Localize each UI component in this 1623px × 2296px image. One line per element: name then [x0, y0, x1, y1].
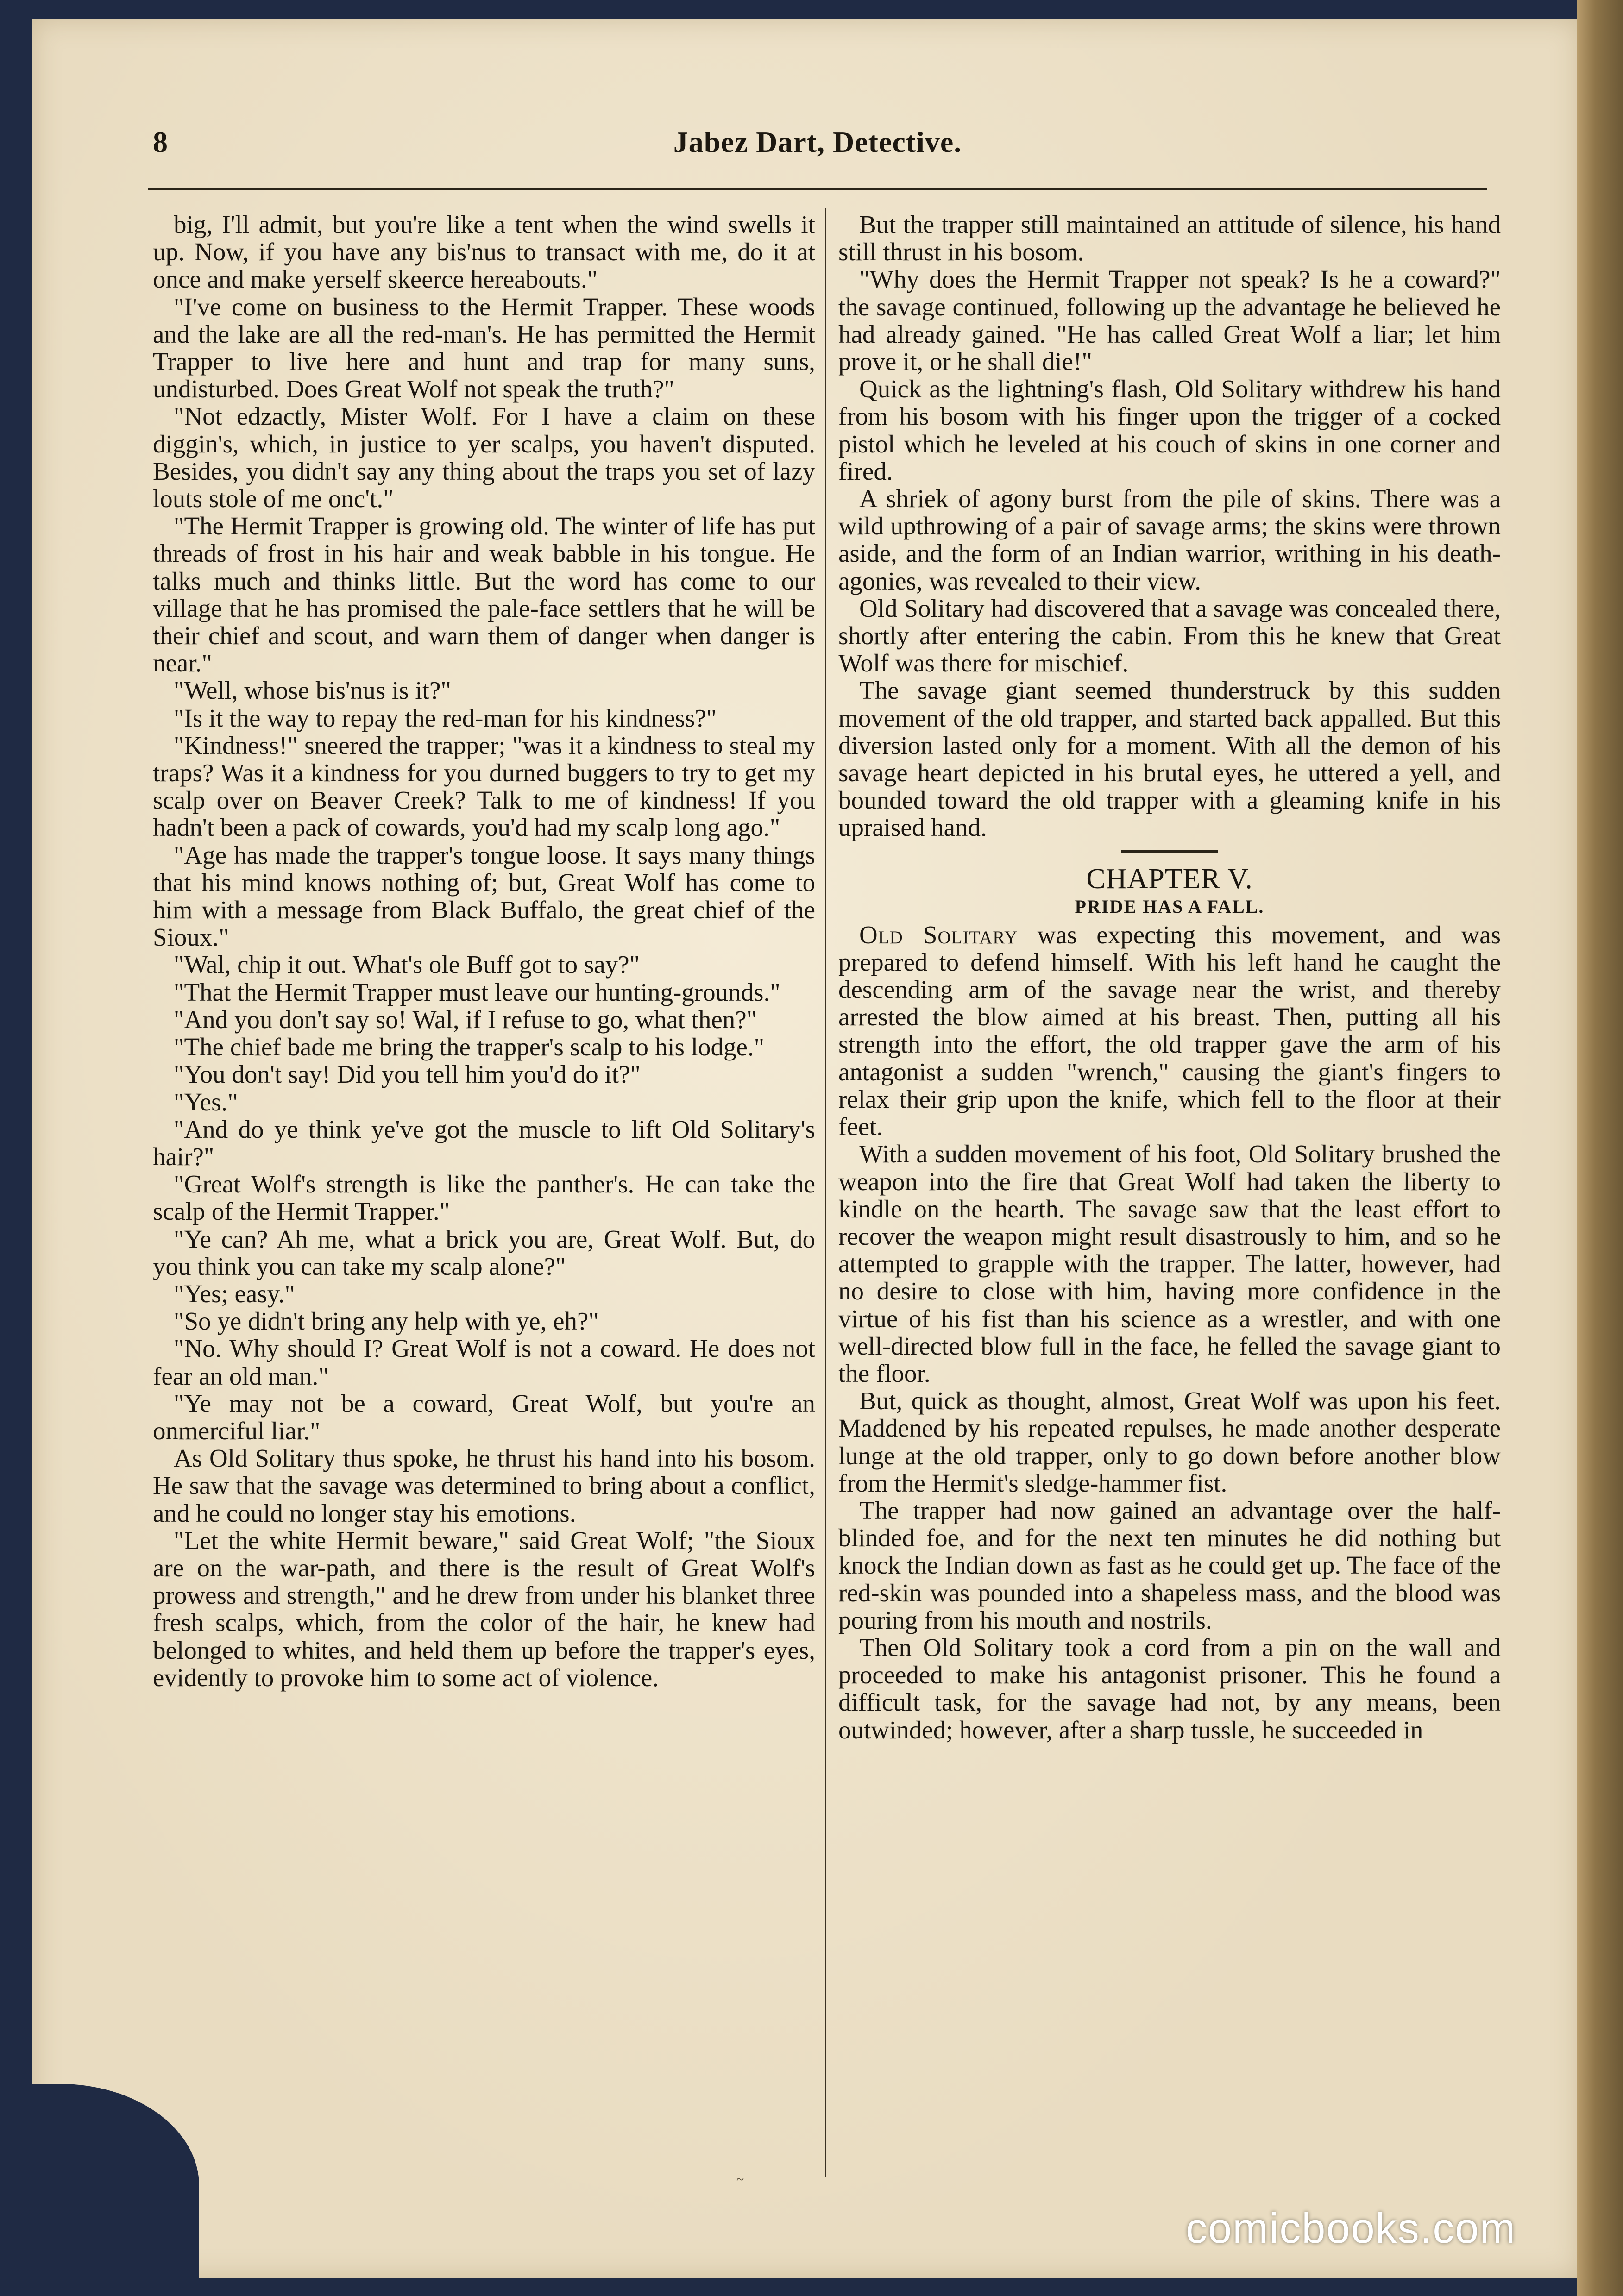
column-divider	[825, 208, 826, 2177]
paragraph: A shriek of agony burst from the pile of skins. There was a wild upthrowing of a pair of savage arms; the skins were thrown aside, and the form of an Indian warrior, writhing in his death-agonies, was revealed to their view.	[838, 484, 1501, 595]
paragraph: Then Old Solitary took a cord from a pin on the wall and proceeded to make his antagonist prisoner. This he found a difficult task, for the savage had not, by any means, been outwinded; however, after a sharp tussle, he succeeded in	[838, 1633, 1501, 1744]
paragraph: As Old Solitary thus spoke, he thrust his hand into his bosom. He saw that the savage was determined to bring about a conflict, and he could no longer stay his emotions.	[153, 1444, 815, 1527]
paragraph: "No. Why should I? Great Wolf is not a coward. He does not fear an old man."	[153, 1334, 815, 1390]
paragraph: big, I'll admit, but you're like a tent when the wind swells it up. Now, if you have any bis'nus to transact with me, do it at once and make yerself skeerce hereabouts."	[153, 210, 815, 294]
paragraph: "The chief bade me bring the trapper's scalp to his lodge."	[174, 1033, 765, 1061]
paragraph: "Ye can? Ah me, what a brick you are, Great Wolf. But, do you think you can take my scalp alone?"	[153, 1224, 815, 1280]
paragraph: "Age has made the trapper's tongue loose. It says many things that his mind knows nothing of; but, Great Wolf has come to him with a message from Black Buffalo, the great chief of the Sioux."	[153, 841, 815, 952]
paragraph: "You don't say! Did you tell him you'd do it?"	[174, 1060, 641, 1089]
paragraph: "Ye may not be a coward, Great Wolf, but you're an onmerciful liar."	[153, 1389, 815, 1445]
paragraph: With a sudden movement of his foot, Old Solitary brushed the weapon into the fire that Great Wolf had taken the liberty to kindle on the hearth. The savage saw that the least effort to recover the weapon might result disastrously to him, and so he attempted to grapple with the trapper. The latter, however, had no desire to close with him, having more confidence in the virtue of his fist than his science as a wrestler, and with one well-directed blow full in the face, he felled the savage giant to the floor.	[838, 1140, 1501, 1387]
paragraph: "Not edzactly, Mister Wolf. For I have a claim on these diggin's, which, in justice to yer scalps, you haven't disputed. Besides, you didn't say any thing about the traps you set of lazy louts stole of me onc't."	[153, 402, 815, 513]
paragraph: But the trapper still maintained an attitude of silence, his hand still thrust in his bosom.	[838, 210, 1501, 266]
chapter-lead-words: Old Solitary	[859, 920, 1018, 949]
paragraph: "Why does the Hermit Trapper not speak? Is he a coward?" the savage continued, following up the advantage he believed he had already gained. "He has called Great Wolf a liar; let him prove it, or he shall die!"	[838, 265, 1501, 376]
paragraph: But, quick as thought, almost, Great Wolf was upon his feet. Maddened by his repeated repulses, he made another desperate lunge at the old trapper, only to go down before another blow from the Hermit's sledge-hammer fist.	[838, 1386, 1501, 1497]
paragraph: "Yes; easy."	[174, 1279, 295, 1308]
right-column-continuation	[838, 1140, 1501, 1743]
chapter-title: CHAPTER V.	[1086, 863, 1253, 895]
running-head: Jabez Dart, Detective.	[673, 125, 962, 158]
paragraph: "Kindness!" sneered the trapper; "was it a kindness to steal my traps? Was it a kindness for you durned buggers to try to get my scalp over on Beaver Creek? Talk to me of kindness! If you hadn't been a pack of cowards, you'd had my scalp long ago."	[153, 731, 815, 842]
right-column-opening	[838, 211, 1501, 841]
paragraph: "And you don't say so! Wal, if I refuse to go, what then?"	[174, 1005, 757, 1034]
paragraph: "Great Wolf's strength is like the panther's. He can take the scalp of the Hermit Trapper."	[153, 1170, 815, 1226]
watermark: comicbooks.com	[1186, 2205, 1516, 2252]
chapter-separator-rule	[1121, 850, 1218, 853]
paragraph: "Well, whose bis'nus is it?"	[174, 676, 451, 705]
chapter-subtitle: PRIDE HAS A FALL.	[1075, 896, 1264, 917]
chapter-first-paragraph	[838, 921, 1501, 1141]
page-number: 8	[153, 125, 168, 158]
paragraph: "Wal, chip it out. What's ole Buff got to say?"	[174, 950, 640, 979]
ink-mark: ~	[736, 2172, 744, 2187]
paragraph: The savage giant seemed thunderstruck by this sudden movement of the old trapper, and started back appalled. But this diversion lasted only for a moment. With all the demon of his savage heart depicted in his brutal eyes, he uttered a yell, and bounded toward the old trapper with a gleaming knife in his upraised hand.	[838, 676, 1501, 842]
paragraph: The trapper had now gained an advantage over the half-blinded foe, and for the next ten minutes he did nothing but knock the Indian down as fast as he could get up. The face of the red-skin was pounded into a shapeless mass, and the blood was pouring from his mouth and nostrils.	[838, 1496, 1501, 1634]
paragraph: "So ye didn't bring any help with ye, eh?"	[174, 1307, 599, 1336]
binding-gutter	[1577, 0, 1623, 2296]
paragraph: "I've come on business to the Hermit Trapper. These woods and the lake are all the red-man's. He has permitted the Hermit Trapper to live here and hunt and trap for many suns, undisturbed. Does Great Wolf not speak the truth?"	[153, 292, 815, 403]
left-column	[153, 211, 815, 1691]
paragraph: "Let the white Hermit beware," said Great Wolf; "the Sioux are on the war-path, and there is the result of Great Wolf's prowess and strength," and he drew from under his blanket three fresh scalps, which, from the color of the hair, he knew had belonged to whites, and held them up before the trapper's eyes, evidently to provoke him to some act of violence.	[153, 1526, 815, 1692]
paragraph: "Is it the way to repay the red-man for his kindness?"	[174, 703, 717, 732]
right-column	[838, 211, 1501, 1744]
paragraph: "That the Hermit Trapper must leave our hunting-grounds."	[174, 978, 780, 1006]
paragraph: Quick as the lightning's flash, Old Solitary withdrew his hand from his bosom with his finger upon the trigger of a cocked pistol which he leveled at his couch of skins in one corner and fired.	[838, 375, 1501, 485]
paragraph: "The Hermit Trapper is growing old. The winter of life has put threads of frost in his hair and weak babble in his tongue. He talks much and thinks little. But the word has come to our village that he has promised the pale-face settlers that he will be their chief and scout, and warn them of danger when danger is near."	[153, 512, 815, 678]
paragraph: "And do ye think ye've got the muscle to lift Old Solitary's hair?"	[153, 1115, 815, 1171]
header-rule	[148, 188, 1487, 190]
paragraph: "Yes."	[174, 1087, 238, 1116]
chapter-first-paragraph-text: was expecting this movement, and was prepared to defend himself. With his left hand he caught the descending arm of the savage near the wrist, and thereby arrested the blow aimed at his breast. Then, putting all his strength into the effort, the old trapper gave the arm of his antagonist a sudden "wrench," causing the giant's fingers to relax their grip upon the knife, which fell to the floor at their feet.	[838, 920, 1501, 1141]
page-header	[153, 125, 1482, 176]
paragraph: Old Solitary had discovered that a savage was concealed there, shortly after entering the cabin. From this he knew that Great Wolf was there for mischief.	[838, 594, 1501, 678]
